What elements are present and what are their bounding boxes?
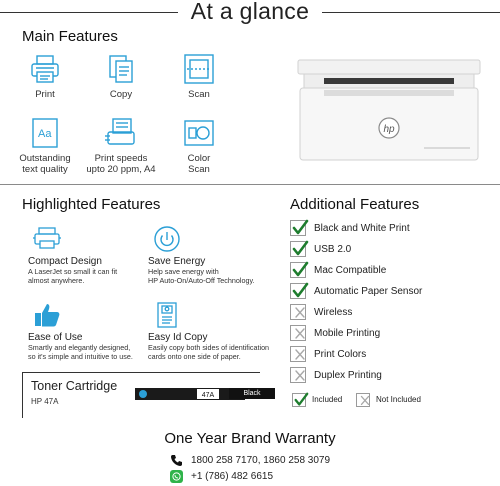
phone-icon [170, 454, 183, 467]
whatsapp-contact [170, 470, 430, 484]
feature-row-duplex-printing [290, 367, 490, 385]
feature-label: Print [35, 89, 55, 100]
legend-included-label: Included [312, 395, 343, 404]
highlight-desc: Help save energy with HP Auto-On/Auto-Off Technology. [148, 267, 255, 285]
svg-text:Aa: Aa [38, 128, 52, 140]
cross-icon [291, 324, 309, 342]
whatsapp-icon [170, 470, 183, 483]
checkbox-included [290, 220, 306, 236]
toner-code: 47A [201, 392, 215, 399]
checkbox-included [290, 283, 306, 299]
printer-icon [28, 52, 62, 86]
feature-color-scan [164, 116, 234, 175]
cross-icon [291, 345, 309, 363]
highlight-save-energy [148, 224, 288, 285]
legend-not-included-label: Not Included [376, 395, 421, 404]
feature-row-label: USB 2.0 [314, 244, 352, 255]
feature-row-label: Wireless [314, 307, 353, 318]
cross-icon [291, 366, 309, 384]
check-icon [291, 261, 309, 279]
compact-printer-icon [32, 224, 62, 254]
feature-label: Scan [188, 89, 210, 100]
feature-label: Outstanding text quality [19, 153, 71, 175]
hp-logo: hp [383, 124, 395, 135]
highlight-name: Save Energy [148, 256, 206, 267]
feature-row-usb [290, 241, 490, 259]
header [0, 0, 500, 26]
page-title: At a glance [190, 0, 310, 24]
feature-label: Copy [109, 89, 133, 100]
phone-contact [170, 454, 430, 468]
section-divider [0, 184, 500, 185]
feature-row-auto-paper-sensor [290, 283, 490, 301]
additional-features-heading: Additional Features [290, 196, 420, 213]
highlight-desc: Easily copy both sides of identification cards onto one side of paper. [148, 343, 270, 361]
whatsapp-number: +1 (786) 482 6615 [191, 471, 274, 482]
highlight-compact-design [28, 224, 158, 285]
check-icon [293, 392, 309, 408]
feature-row-label: Duplex Printing [314, 370, 382, 381]
checkbox-not-included [290, 367, 306, 383]
highlight-name: Compact Design [28, 256, 102, 267]
phone-numbers: 1800 258 7170, 1860 258 3079 [191, 455, 331, 466]
feature-row-label: Mobile Printing [314, 328, 381, 339]
feature-print [10, 52, 80, 100]
feature-label: Color Scan [187, 153, 211, 175]
feature-row-label: Black and White Print [314, 223, 410, 234]
main-features-heading: Main Features [22, 28, 118, 45]
legend-checkbox-not-included [356, 393, 370, 407]
color-scan-icon [182, 116, 216, 150]
feature-row-mobile-printing [290, 325, 490, 343]
feature-copy [86, 52, 156, 100]
power-icon [152, 224, 182, 254]
checkbox-included [290, 241, 306, 257]
toner-title: Toner Cartridge [31, 379, 118, 393]
cross-icon [357, 392, 373, 408]
print-speed-icon [104, 116, 138, 150]
text-quality-icon [28, 116, 62, 150]
feature-row-label: Automatic Paper Sensor [314, 286, 423, 297]
feature-row-print-colors [290, 346, 490, 364]
highlight-name: Easy Id Copy [148, 332, 208, 343]
checkbox-not-included [290, 346, 306, 362]
title-rule-right [322, 12, 500, 13]
feature-scan [164, 52, 234, 100]
copy-icon [104, 52, 138, 86]
feature-row-black-white-print [290, 220, 490, 238]
checkbox-included [290, 262, 306, 278]
feature-text-quality [10, 116, 80, 175]
feature-label: Print speeds upto 20 ppm, A4 [86, 153, 156, 175]
features-legend [290, 392, 470, 410]
feature-row-wireless [290, 304, 490, 322]
highlight-desc: A LaserJet so small it can fit almost anywhere. [28, 267, 118, 285]
feature-row-label: Mac Compatible [314, 265, 387, 276]
highlight-easy-id-copy [148, 300, 288, 361]
warranty-title: One Year Brand Warranty [164, 430, 336, 447]
scan-icon [182, 52, 216, 86]
feature-print-speed [86, 116, 156, 175]
toner-color-label: Black [229, 388, 275, 399]
id-card-icon [152, 300, 182, 330]
check-icon [291, 219, 309, 237]
checkbox-not-included [290, 325, 306, 341]
checkbox-not-included [290, 304, 306, 320]
thumbs-up-icon [32, 300, 62, 330]
printer-product-image [294, 56, 484, 166]
check-icon [291, 240, 309, 258]
highlighted-features-heading: Highlighted Features [22, 196, 161, 213]
highlight-name: Ease of Use [28, 332, 83, 343]
feature-row-label: Print Colors [314, 349, 367, 360]
toner-model: HP 47A [31, 397, 59, 406]
feature-row-mac-compatible [290, 262, 490, 280]
check-icon [291, 282, 309, 300]
cross-icon [291, 303, 309, 321]
highlight-desc: Smartly and elegantly designed, so it's simple and intuitive to use. [28, 343, 133, 361]
legend-checkbox-included [292, 393, 306, 407]
toner-cartridge-panel [22, 372, 260, 418]
highlight-ease-of-use [28, 300, 158, 361]
